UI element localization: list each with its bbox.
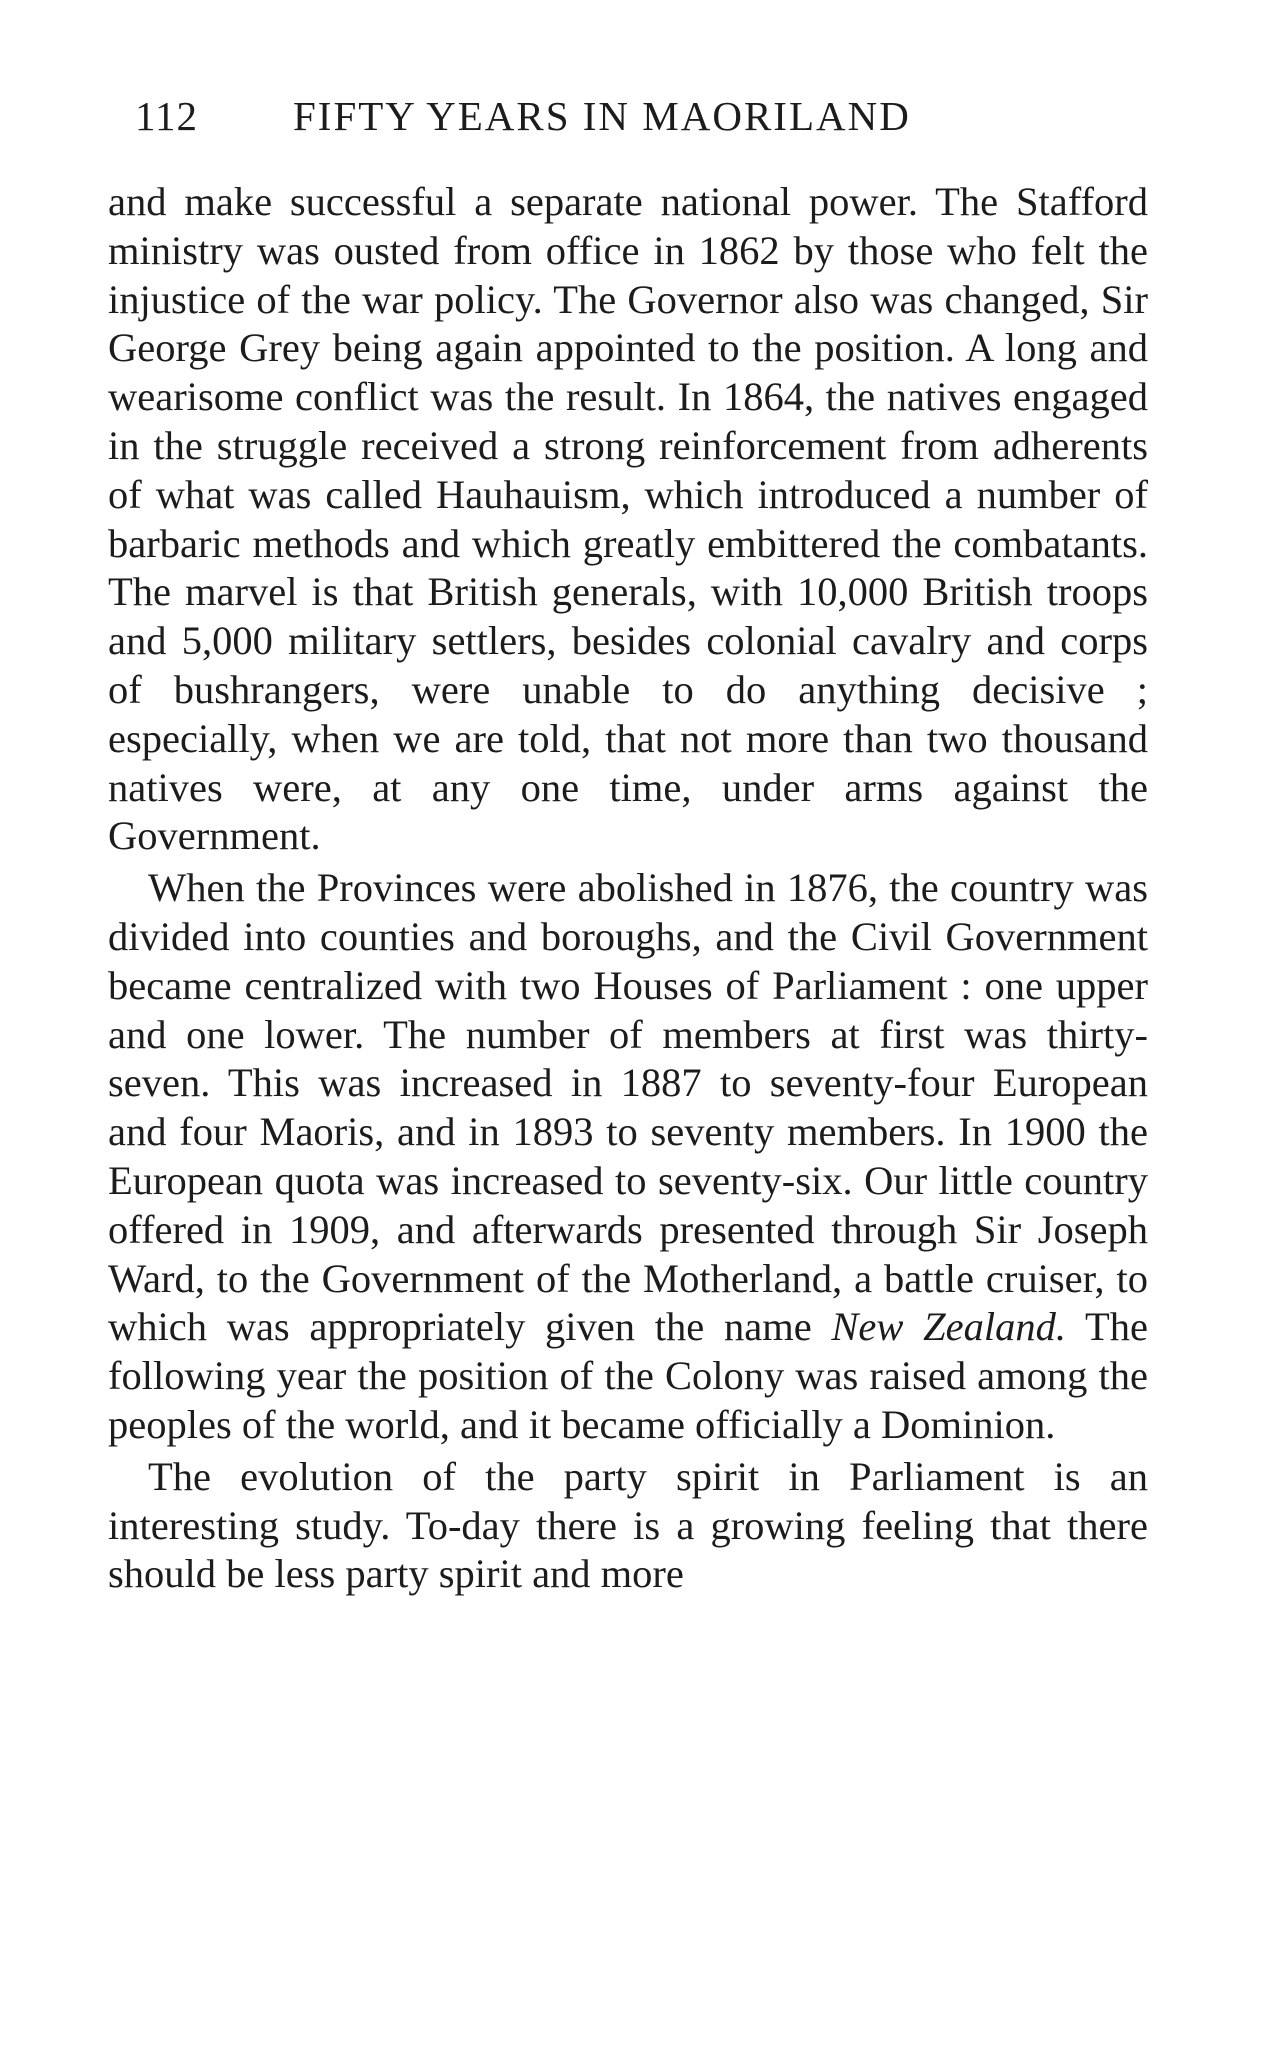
running-head	[135, 92, 1145, 152]
body-text	[108, 178, 1148, 1599]
running-title: FIFTY YEARS IN MAORILAND	[293, 93, 911, 139]
ship-name-italic: New Zealand.	[831, 1304, 1067, 1350]
paragraph-2	[108, 864, 1148, 1450]
paragraph-2-text-start: When the Provinces were abolished in 1876, the country was divided into counties and boroughs, and the Civil Government became centralized with two Houses of Parliament : one upper and one lower. The number of members at first was thirty-seven. This was increased in 1887 to seventy-four European and four Maoris, and in 1893 to seventy members. In 1900 the European quota was increased to seventy-six. Our little country offered in 1909, and afterwards presented through Sir Joseph Ward, to the Government of the Motherland, a battle cruiser, to which was appropriately given the name	[108, 865, 1148, 1350]
paragraph-1: and make successful a separate national power. The Stafford ministry was ousted from office in 1862 by those who felt the injustice of the war policy. The Governor also was changed, Sir George Grey being again appointed to the position. A long and wearisome conflict was the result. In 1864, the natives engaged in the struggle received a strong reinforcement from adherents of what was called Hauhauism, which introduced a number of barbaric methods and which greatly embittered the combatants. The marvel is that British generals, with 10,000 British troops and 5,000 military settlers, besides colonial cavalry and corps of bushrangers, were unable to do anything decisive ; especially, when we are told, that not more than two thousand natives were, at any one time, under arms against the Government.	[108, 179, 1148, 859]
page-number: 112	[135, 93, 198, 139]
paragraph-2-text-end: The following year the position of the Colony was raised among the peoples of the world, and it became officially a Dominion.	[108, 1304, 1149, 1447]
paragraph-3: The evolution of the party spirit in Parliament is an interesting study. To-day there is a growing feeling that there should be less party spirit and more	[108, 1453, 1148, 1597]
